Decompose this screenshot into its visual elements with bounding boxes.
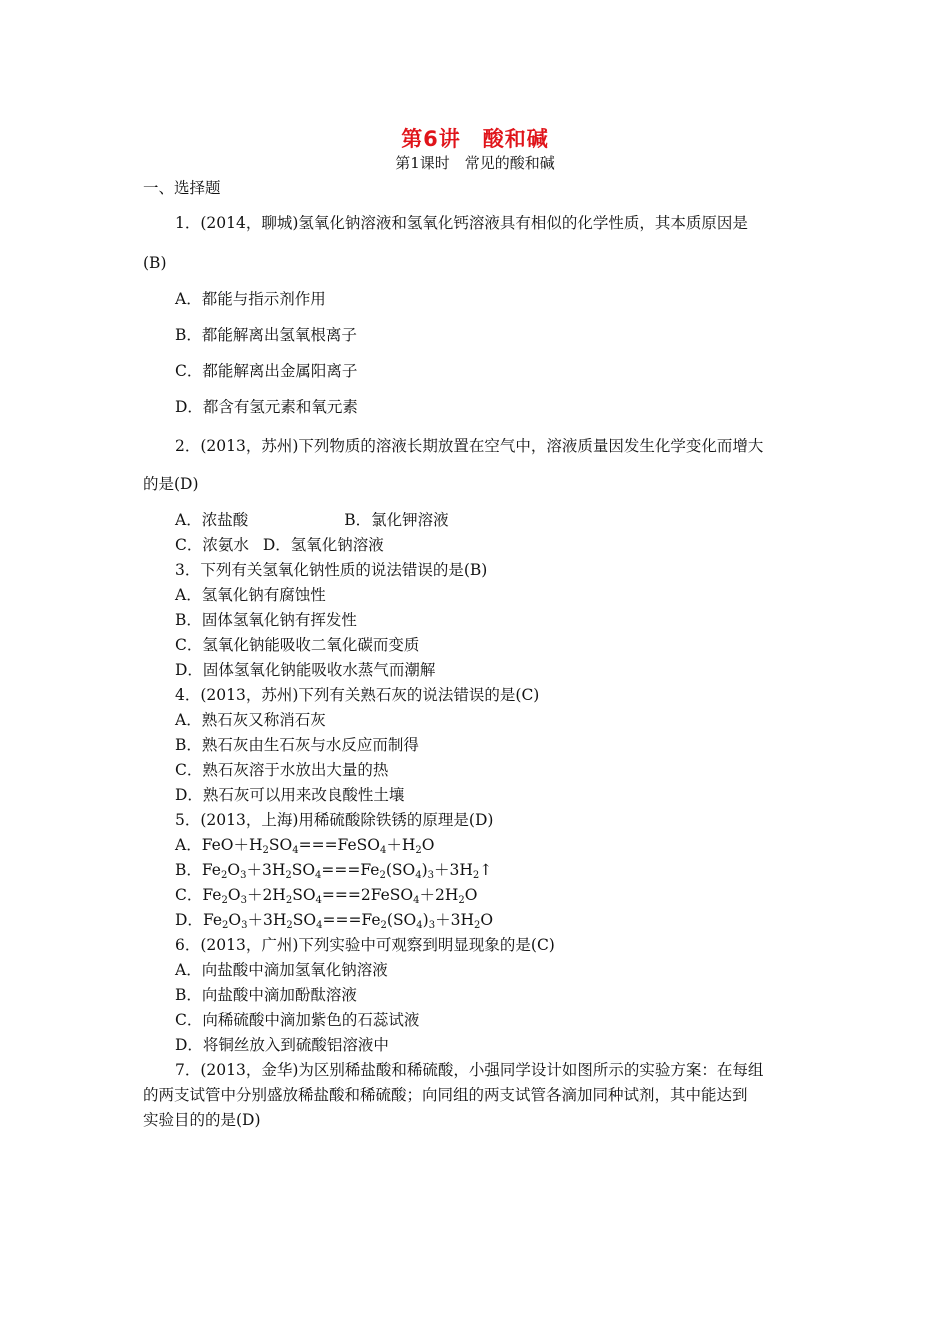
formula-text: ↑ [479, 861, 493, 879]
question-4-option-b: B．熟石灰由生石灰与水反应而制得 [175, 736, 419, 754]
question-6-option-d: D．将铜丝放入到硫酸铝溶液中 [175, 1036, 389, 1054]
formula-text: Fe [201, 861, 221, 879]
formula-subscript: 2 [221, 895, 228, 906]
formula-text: ===Fe [322, 911, 381, 929]
formula-text: ) [421, 861, 428, 879]
section-heading: 一、选择题 [143, 179, 221, 197]
formula-subscript: 2 [415, 845, 422, 856]
formula-subscript: 4 [416, 920, 423, 931]
question-6-option-c: C．向稀硫酸中滴加紫色的石蕊试液 [175, 1011, 420, 1029]
formula-subscript: 4 [292, 845, 299, 856]
question-3-stem: 3．下列有关氢氧化钠性质的说法错误的是(B) [175, 561, 488, 579]
question-1-stem: 1．(2014，聊城)氢氧化钠溶液和氢氧化钙溶液具有相似的化学性质，其本质原因是 [175, 214, 748, 232]
formula-text: ＋3H [435, 911, 474, 929]
question-7-line-3: 实验目的的是(D) [143, 1111, 261, 1129]
formula-text: O [464, 886, 478, 904]
formula-text: ＋3H [247, 911, 287, 929]
formula-subscript: 3 [241, 920, 248, 931]
question-3-option-b: B．固体氢氧化钠有挥发性 [175, 611, 357, 629]
formula-text: (SO [386, 911, 417, 929]
question-7-line-2: 的两支试管中分别盛放稀盐酸和稀硫酸；向同组的两支试管各滴加同种试剂，其中能达到 [143, 1086, 748, 1104]
formula-subscript: 2 [380, 920, 387, 931]
formula-subscript: 2 [285, 870, 292, 881]
formula-text: (SO [385, 861, 416, 879]
formula-subscript: 3 [428, 920, 436, 931]
formula-subscript: 2 [473, 920, 481, 931]
question-3-option-c: C．氢氧化钠能吸收二氧化碳而变质 [175, 636, 420, 654]
formula-text: O [227, 886, 241, 904]
lesson-subtitle: 第1课时 常见的酸和碱 [395, 154, 555, 172]
question-5-option-c [175, 885, 478, 905]
question-1-option-a: A．都能与指示剂作用 [175, 290, 326, 308]
question-1-option-c: C．都能解离出金属阳离子 [175, 362, 358, 380]
formula-subscript: 4 [413, 895, 420, 906]
formula-text: ＋2H [419, 886, 459, 904]
question-5-option-d [175, 910, 493, 930]
question-4-option-a: A．熟石灰又称消石灰 [175, 711, 326, 729]
formula-text: SO [268, 836, 293, 854]
formula-text: O [421, 836, 435, 854]
formula-text: ＋2H [246, 886, 286, 904]
question-1-option-d: D．都含有氢元素和氧元素 [175, 398, 358, 416]
question-2-option-a: A．浓盐酸 [175, 511, 249, 529]
formula-text: ===FeSO [298, 836, 380, 854]
formula-subscript: 4 [315, 870, 322, 881]
formula-subscript: 2 [222, 920, 229, 931]
formula-text: FeO＋H [201, 836, 263, 854]
question-2-options-row-1 [175, 510, 449, 530]
question-6-stem: 6．(2013，广州)下列实验中可观察到明显现象的是(C) [175, 936, 555, 954]
formula-text: O [228, 911, 242, 929]
formula-subscript: 4 [315, 895, 322, 906]
formula-text: Fe [202, 911, 223, 929]
formula-subscript: 2 [285, 895, 293, 906]
formula-subscript: 2 [262, 845, 269, 856]
option-letter: A． [175, 836, 202, 854]
formula-subscript: 3 [427, 870, 435, 881]
question-5-option-b [175, 860, 492, 880]
formula-text: SO [292, 886, 316, 904]
question-1-answer: (B) [143, 254, 167, 272]
formula-subscript: 3 [240, 895, 247, 906]
lesson-title: 第6讲 酸和碱 [401, 127, 549, 151]
question-2-answer: 的是(D) [143, 475, 199, 493]
question-4-option-d: D．熟石灰可以用来改良酸性土壤 [175, 786, 405, 804]
question-2-option-c: C．浓氨水 [175, 536, 249, 554]
question-1-option-b: B．都能解离出氢氧根离子 [175, 326, 357, 344]
formula-subscript: 2 [472, 870, 480, 881]
formula-subscript: 4 [379, 845, 387, 856]
formula-text: Fe [202, 886, 222, 904]
formula-subscript: 2 [286, 920, 293, 931]
option-letter: B． [175, 861, 202, 879]
formula-text: ) [422, 911, 429, 929]
question-5-stem: 5．(2013，上海)用稀硫酸除铁锈的原理是(D) [175, 811, 494, 829]
formula-subscript: 2 [379, 870, 386, 881]
question-3-option-a: A．氢氧化钠有腐蚀性 [175, 586, 326, 604]
option-letter: D． [175, 911, 203, 929]
formula-subscript: 2 [220, 870, 228, 881]
question-3-option-d: D．固体氢氧化钠能吸收水蒸气而潮解 [175, 661, 436, 679]
formula-subscript: 3 [240, 870, 247, 881]
question-6-option-a: A．向盐酸中滴加氢氧化钠溶液 [175, 961, 388, 979]
formula-text: ＋3H [246, 861, 286, 879]
formula-text: SO [292, 911, 317, 929]
question-5-option-a [175, 835, 434, 855]
formula-text: O [480, 911, 494, 929]
formula-text: O [227, 861, 241, 879]
question-7-line-1: 7．(2013，金华)为区别稀盐酸和稀硫酸，小强同学设计如图所示的实验方案：在每组 [175, 1061, 764, 1079]
formula-subscript: 4 [415, 870, 422, 881]
option-letter: C． [175, 886, 203, 904]
formula-subscript: 2 [458, 895, 465, 906]
question-2-stem: 2．(2013，苏州)下列物质的溶液长期放置在空气中，溶液质量因发生化学变化而增大 [175, 437, 764, 455]
question-4-stem: 4．(2013，苏州)下列有关熟石灰的说法错误的是(C) [175, 686, 540, 704]
question-2-option-b: B．氯化钾溶液 [344, 511, 449, 529]
formula-text: ＋3H [434, 861, 473, 879]
question-2-options-row-2 [175, 535, 384, 555]
question-4-option-c: C．熟石灰溶于水放出大量的热 [175, 761, 389, 779]
formula-text: SO [291, 861, 316, 879]
formula-text: ===Fe [321, 861, 380, 879]
formula-text: ＋H [386, 836, 416, 854]
question-6-option-b: B．向盐酸中滴加酚酞溶液 [175, 986, 357, 1004]
formula-subscript: 4 [316, 920, 323, 931]
formula-text: ===2FeSO [321, 886, 414, 904]
question-2-option-d: D．氢氧化钠溶液 [262, 536, 384, 554]
